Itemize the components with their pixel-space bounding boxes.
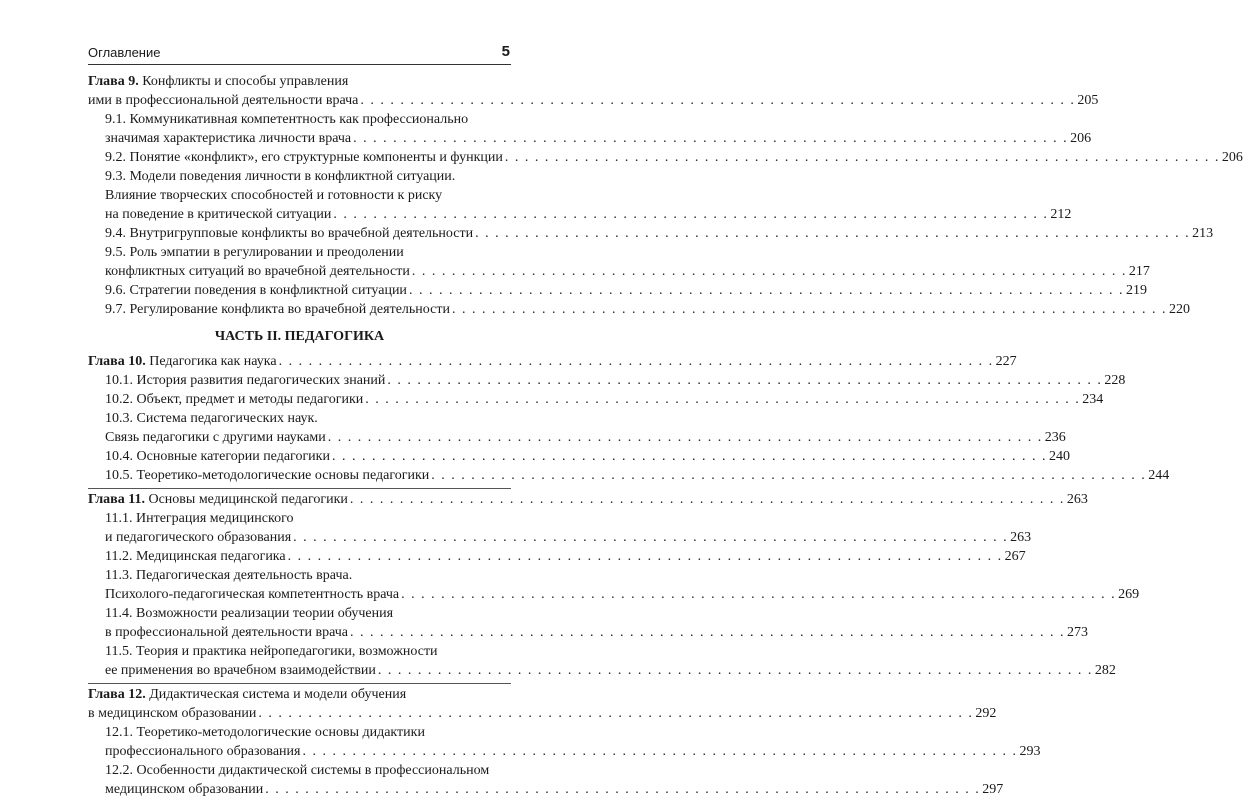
toc-entry: медицинском образовании . . . 297 xyxy=(88,780,511,799)
toc-entry: 9.3. Модели поведения личности в конфликтной ситуации. xyxy=(105,169,456,184)
chapter-title: Основы медицинской педагогики xyxy=(148,492,348,507)
page-ref: 263 xyxy=(1010,530,1032,545)
toc-entry: 11.5. Теория и практика нейропедагогики, возможности xyxy=(105,644,438,659)
page-ref: 267 xyxy=(1004,549,1026,564)
divider xyxy=(88,683,511,684)
page-ref: 206 xyxy=(1070,131,1092,146)
chapter-11-heading xyxy=(88,490,1088,509)
toc-entry: и педагогического образования . . . 263 xyxy=(88,528,511,547)
toc-entry: 9.7. Регулирование конфликта во врачебной деятельности . . . 220 xyxy=(88,300,511,319)
toc-entry: 10.5. Теоретико-методологические основы педагогики . . . 244 xyxy=(88,466,511,485)
chapter-label: Глава 11. xyxy=(88,492,145,507)
chapter-10-heading xyxy=(88,352,1017,371)
page-ref: 212 xyxy=(1050,207,1072,222)
toc-entry: 9.4. Внутригрупповые конфликты во врачебной деятельности . . . 213 xyxy=(88,224,511,243)
toc-entry: 11.4. Возможности реализации теории обучения xyxy=(105,606,394,621)
page-ref: 297 xyxy=(982,782,1004,797)
toc-entry: 11.2. Медицинская педагогика . . . 267 xyxy=(88,547,511,566)
chapter-title: ими в профессиональной деятельности врача xyxy=(88,93,359,108)
header-title: Оглавление xyxy=(88,45,161,60)
toc-entry: ее применения во врачебном взаимодействии . . . 282 xyxy=(88,661,511,680)
page-ref: 293 xyxy=(1019,744,1041,759)
toc-entry xyxy=(88,704,997,723)
toc-entry: 9.6. Стратегии поведения в конфликтной ситуации . . . 219 xyxy=(88,281,511,300)
page-ref: 269 xyxy=(1118,587,1140,602)
page-ref: 227 xyxy=(995,354,1017,369)
page-ref: 263 xyxy=(1066,492,1088,507)
toc-entry: Влияние творческих способностей и готовности к риску xyxy=(105,188,443,203)
chapter-title: Конфликты и способы управления xyxy=(142,74,349,89)
toc-entry: конфликтных ситуаций во врачебной деятельности . . . 217 xyxy=(88,262,511,281)
page-ref: 220 xyxy=(1168,302,1190,317)
chapter-label: Глава 9. xyxy=(88,74,139,89)
toc-entry: 9.2. Понятие «конфликт», его структурные компоненты и функции . . . 206 xyxy=(88,148,511,167)
chapter-12-heading xyxy=(88,685,511,704)
page-number: 5 xyxy=(501,43,510,60)
chapter-title: в медицинском образовании xyxy=(88,706,257,721)
toc-entry: 10.1. История развития педагогических знаний . . . 228 xyxy=(88,371,511,390)
divider xyxy=(88,488,511,489)
chapter-title: Дидактическая система и модели обучения xyxy=(149,687,407,702)
chapter-label: Глава 10. xyxy=(88,354,146,369)
toc-entry: значимая характеристика личности врача . . . 206 xyxy=(88,129,511,148)
page-ref: 244 xyxy=(1148,468,1170,483)
toc-entry: 12.2. Особенности дидактической системы в профессиональном xyxy=(105,763,490,778)
toc-entry: Связь педагогики с другими науками . . . 236 xyxy=(88,428,511,447)
page-ref: 213 xyxy=(1192,226,1214,241)
part-title: ЧАСТЬ II. ПЕДАГОГИКА xyxy=(214,329,385,344)
toc-entry: Психолого-педагогическая компетентность врача . . . 269 xyxy=(88,585,511,604)
toc-entry: в профессиональной деятельности врача . . . 273 xyxy=(88,623,511,642)
page-ref: 228 xyxy=(1104,373,1126,388)
chapter-9-heading xyxy=(88,72,511,91)
page-ref: 219 xyxy=(1125,283,1147,298)
toc-entry xyxy=(88,91,1099,110)
toc-entry: 12.1. Теоретико-методологические основы дидактики xyxy=(105,725,425,740)
page-ref: 240 xyxy=(1048,449,1070,464)
toc-entry: профессионального образования . . . 293 xyxy=(88,742,511,761)
page-ref: 282 xyxy=(1094,663,1116,678)
page-ref: 292 xyxy=(975,706,997,721)
chapter-label: Глава 12. xyxy=(88,687,146,702)
toc-entry: 11.3. Педагогическая деятельность врача. xyxy=(105,568,353,583)
toc-entry: 10.4. Основные категории педагогики . . . 240 xyxy=(88,447,511,466)
toc-entry: 11.1. Интеграция медицинского xyxy=(105,511,294,526)
running-header xyxy=(88,42,511,65)
toc-entry: на поведение в критической ситуации . . . 212 xyxy=(88,205,511,224)
page-ref: 273 xyxy=(1067,625,1089,640)
toc-entry: 9.5. Роль эмпатии в регулировании и преодолении xyxy=(105,245,404,260)
page-ref: 206 xyxy=(1221,150,1243,165)
toc-entry: 10.3. Система педагогических наук. xyxy=(105,411,318,426)
page-ref: 234 xyxy=(1082,392,1104,407)
page-ref: 205 xyxy=(1077,93,1099,108)
table-of-contents xyxy=(88,72,1243,799)
chapter-title: Педагогика как наука xyxy=(149,354,277,369)
page-ref: 236 xyxy=(1044,430,1066,445)
toc-entry: 10.2. Объект, предмет и методы педагогики . . . 234 xyxy=(88,390,511,409)
page-ref: 217 xyxy=(1128,264,1150,279)
toc-entry: 9.1. Коммуникативная компетентность как профессионально xyxy=(105,112,469,127)
